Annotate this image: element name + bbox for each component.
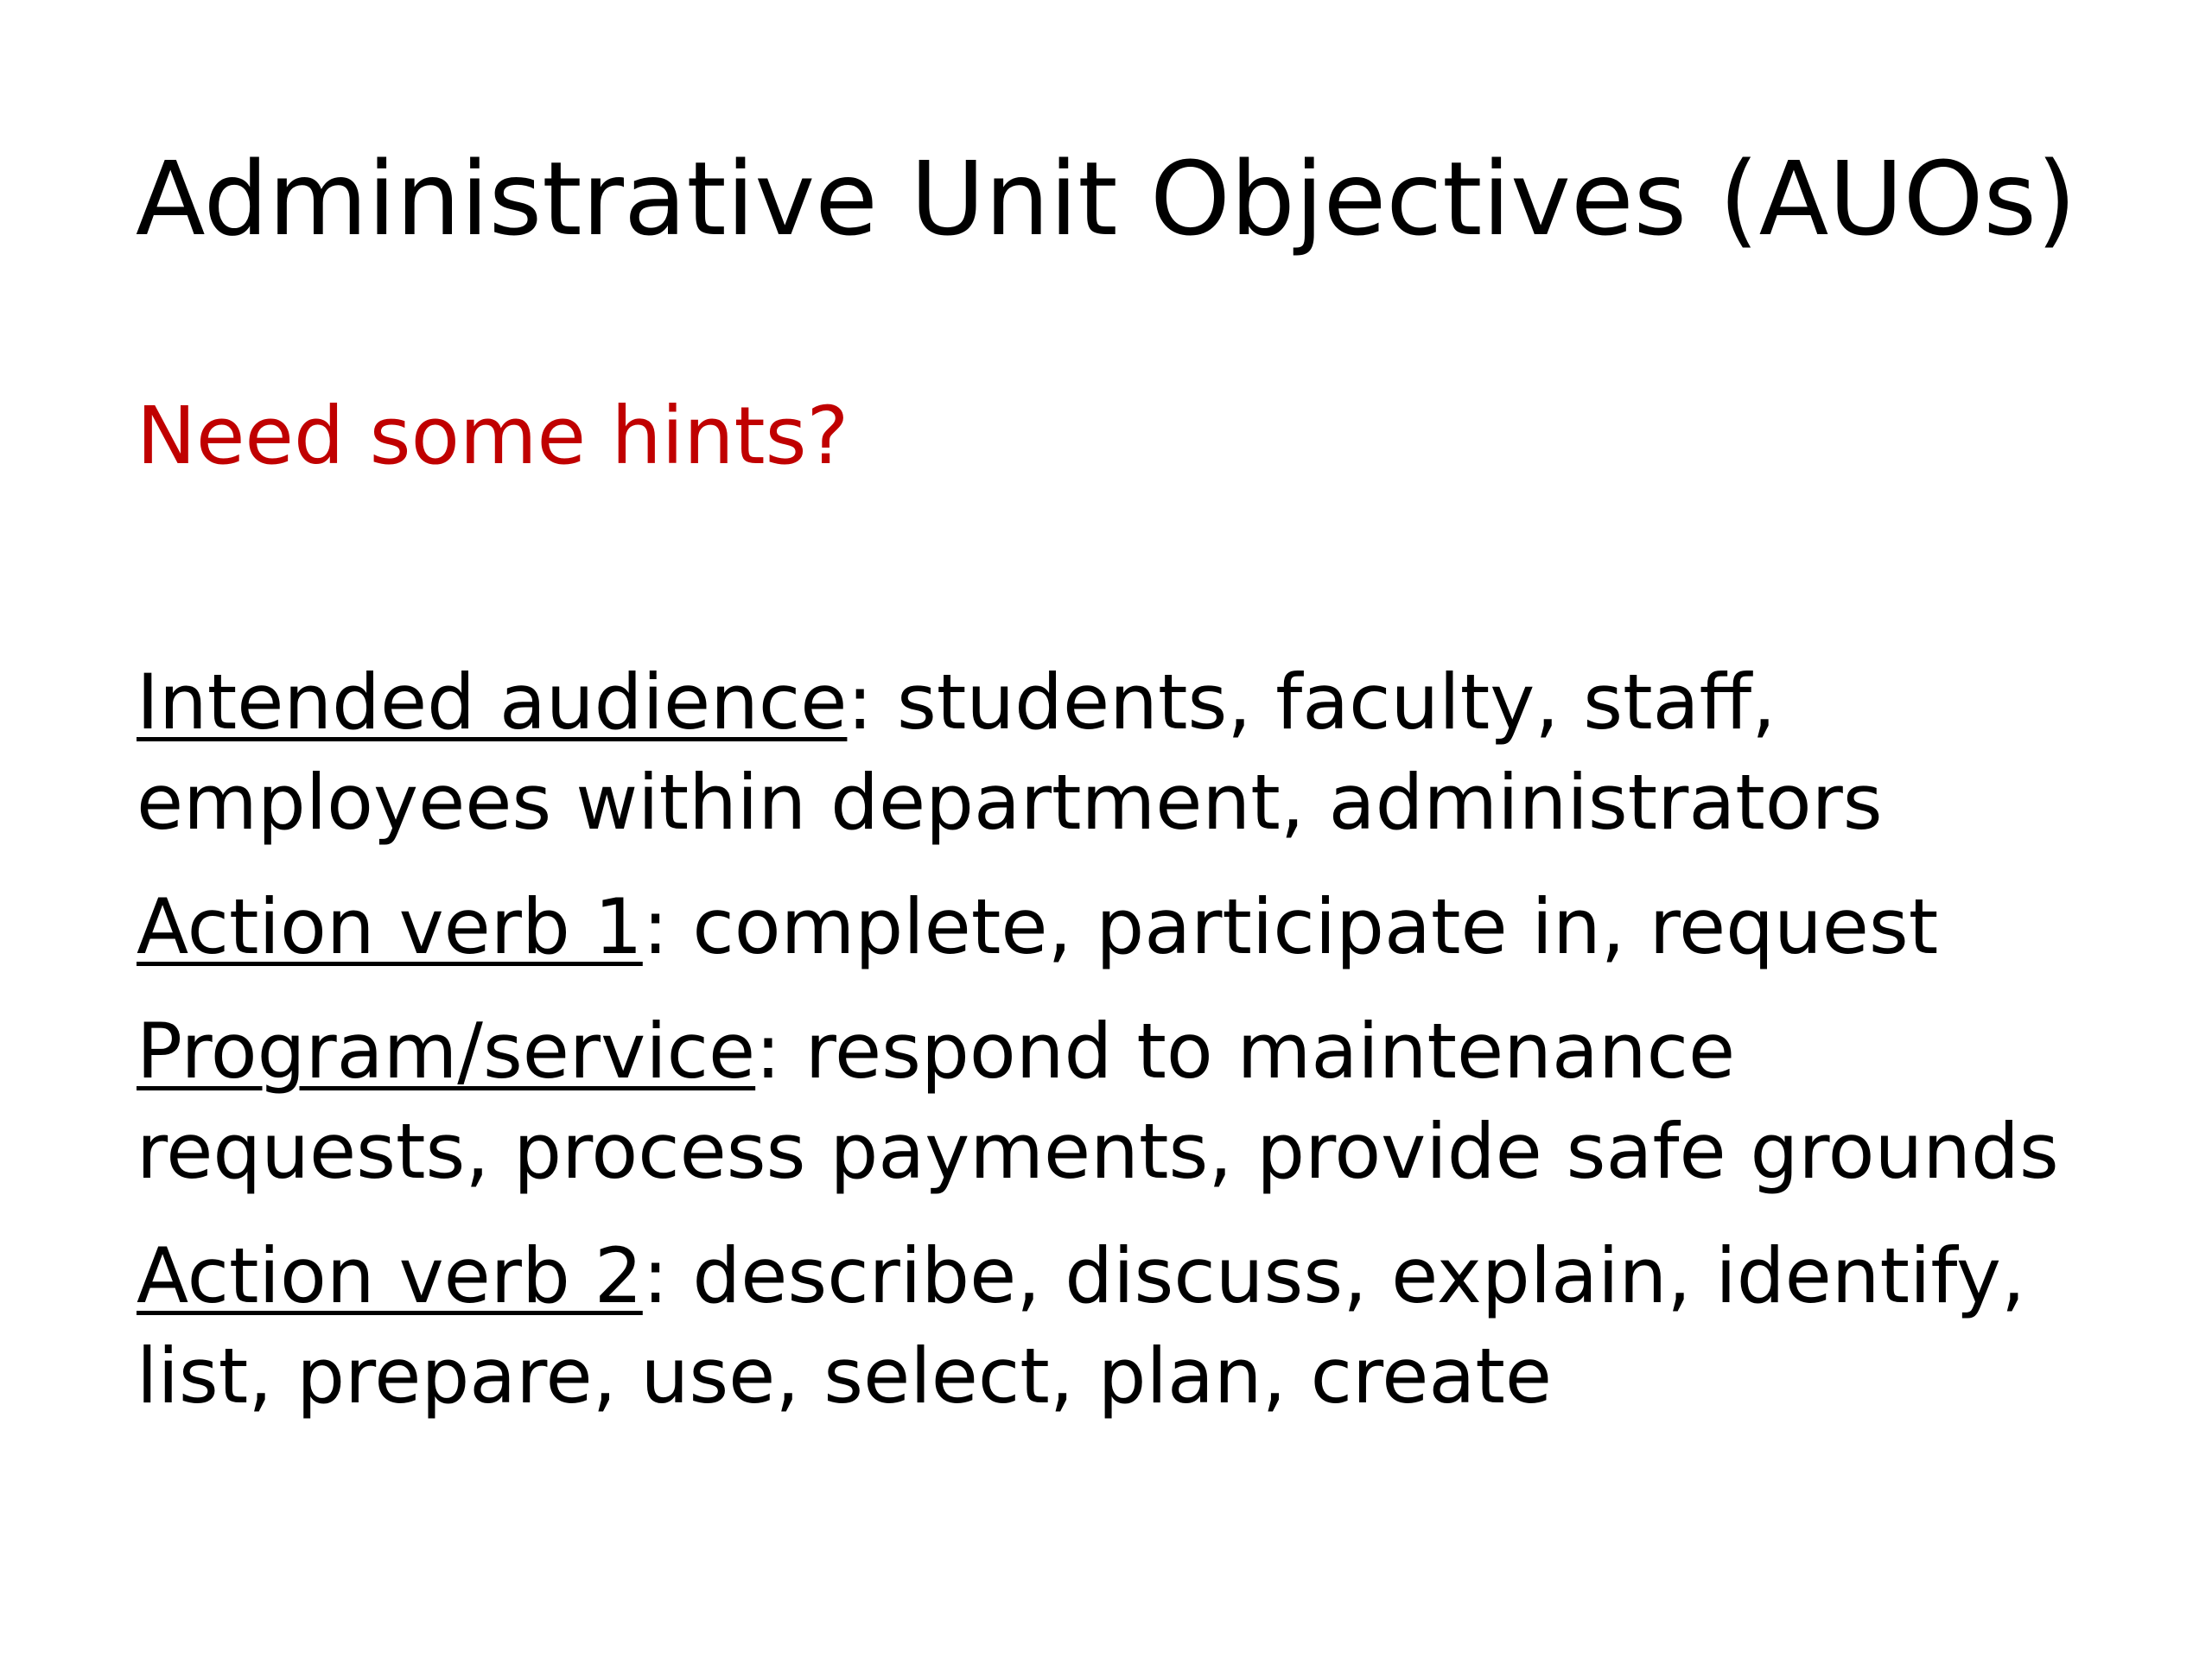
hint-text-continued: list, prepare, use, select, plan, create	[137, 1332, 1552, 1421]
hint-label: Intended audience	[137, 658, 848, 747]
hint-label: Program/service	[137, 1007, 756, 1096]
hint-item-program-service	[137, 1001, 2124, 1202]
hint-text-continued: employees within department, administrators	[137, 758, 1883, 847]
slide-title: Administrative Unit Objectives (AUOs)	[135, 139, 2077, 258]
hint-separator: :	[642, 882, 693, 971]
hint-list	[137, 652, 2124, 1451]
hint-item-action-verb-2	[137, 1226, 2124, 1427]
hint-label: Action verb 1	[137, 882, 643, 971]
hint-text-continued: requests, process payments, provide safe grounds	[137, 1107, 2059, 1196]
hint-item-intended-audience	[137, 652, 2124, 853]
hint-separator: :	[642, 1231, 693, 1320]
slide-subtitle: Need some hints?	[137, 390, 849, 482]
hint-text: students, faculty, staff,	[897, 658, 1777, 747]
hint-text: describe, discuss, explain, identify,	[692, 1231, 2025, 1320]
hint-separator: :	[847, 658, 898, 747]
hint-separator: :	[755, 1007, 805, 1096]
hint-text: complete, participate in, request	[692, 882, 1939, 971]
hint-label: Action verb 2	[137, 1231, 643, 1320]
hint-text: respond to maintenance	[804, 1007, 1736, 1096]
hint-item-action-verb-1	[137, 877, 2124, 977]
